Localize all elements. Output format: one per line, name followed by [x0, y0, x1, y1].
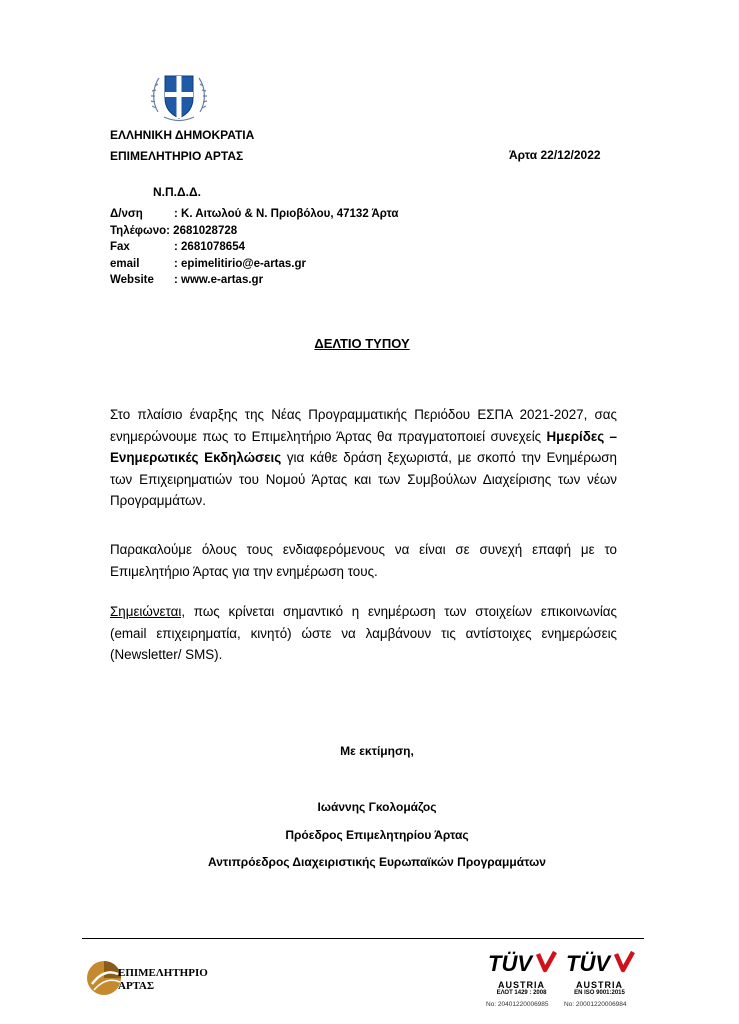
email-label: email [110, 257, 140, 270]
document-date: Άρτα 22/12/2022 [509, 148, 601, 162]
contact-email-row [110, 256, 398, 273]
body-paragraph-2: Παρακαλούμε όλους τους ενδιαφερόμενους να είναι σε συνεχή επαφή με το Επιμελητήριο Άρτας για την ενημέρωση τους. [110, 542, 617, 579]
p3-rest: πως κρίνεται σημαντικό η ενημέρωση των στοιχείων επικοινωνίας (email επιχειρηματία, κινητό) ώστε να λαμβάνουν τις αντίστοιχες ενημερώσεις (Newsletter/ SMS). [110, 604, 617, 662]
p1-bold: Ημερίδες – Ενημερωτικές Εκδηλώσεις [110, 428, 617, 465]
tuv-certification-2 [562, 950, 637, 1010]
organization-name: ΕΠΙΜΕΛΗΤΗΡΙΟ ΑΡΤΑΣ [110, 149, 244, 163]
tuv-certification-1 [484, 950, 559, 1010]
p3-underlined: Σημειώνεται, [110, 604, 186, 619]
tuv-standard: EN ISO 9001:2015 [574, 990, 625, 996]
email-value[interactable]: : epimelitirio@e-artas.gr [174, 257, 306, 270]
tuv-logo-icon [562, 950, 637, 974]
phone-value: : 2681028728 [166, 224, 238, 237]
tuv-country: AUSTRIA [576, 980, 623, 990]
tuv-standard: ΕΛΟΤ 1429 : 2008 [496, 990, 547, 996]
fax-value: : 2681078654 [174, 241, 245, 253]
tuv-brand: TÜV [488, 951, 532, 976]
signature-closing: Με εκτίμηση, [340, 744, 414, 758]
tuv-brand: TÜV [566, 951, 610, 976]
phone-label: Τηλέφωνο [110, 224, 167, 237]
contact-fax-row [110, 239, 398, 256]
footer-divider [82, 938, 644, 939]
p1-end: για κάθε δράση ξεχωριστά, με σκοπό την Ενημέρωση των Επιχειρηματιών του Νομού Άρτας και των Συμβούλων Διαχείρισης των νέων Προγραμμάτων. [110, 450, 617, 508]
p1-start: Στο πλαίσιο έναρξης της Νέας Προγραμματικής Περιόδου ΕΣΠΑ 2021-2027, σας ενημερώνουμε πως το Επιμελητήριο Άρτας θα πραγματοποιεί συνεχείς [110, 407, 617, 444]
tuv-cert-number: No: 20401220006985 [486, 1001, 549, 1008]
legal-entity-type: Ν.Π.Δ.Δ. [153, 185, 201, 199]
greek-coat-of-arms-icon [150, 68, 208, 126]
logo-text-line1: ΕΠΙΜΕΛΗΤΗΡΙΟ [118, 967, 208, 979]
tuv-cert-number: No: 20001220006984 [564, 1001, 627, 1008]
body-paragraph-1 [110, 404, 617, 512]
document-title: ΔΕΛΤΙΟ ΤΥΠΟΥ [314, 336, 410, 351]
address-value: : Κ. Αιτωλού & Ν. Πριοβόλου, 47132 Άρτα [174, 208, 399, 220]
body-paragraph-3 [110, 601, 617, 666]
chamber-logo [84, 954, 208, 1000]
logo-text-line2: ΑΡΤΑΣ [118, 980, 155, 992]
tuv-logo-icon [484, 950, 559, 974]
signatory-role-2: Αντιπρόεδρος Διαχειριστικής Ευρωπαϊκών Προγραμμάτων [208, 855, 546, 869]
address-label: Δ/νση [110, 208, 143, 220]
tuv-country: AUSTRIA [498, 980, 545, 990]
fax-label: Fax [110, 241, 130, 253]
contact-block [110, 206, 398, 289]
website-label: Website [110, 274, 154, 286]
contact-phone-row [110, 223, 398, 240]
contact-address-row [110, 206, 398, 223]
signatory-name: Ιωάννης Γκολομάζος [317, 800, 437, 814]
signatory-role-1: Πρόεδρος Επιμελητηρίου Άρτας [285, 828, 469, 842]
country-name: ΕΛΛΗΝΙΚΗ ΔΗΜΟΚΡΑΤΙΑ [110, 128, 255, 142]
contact-website-row [110, 272, 398, 289]
website-value[interactable]: : www.e-artas.gr [174, 274, 264, 286]
